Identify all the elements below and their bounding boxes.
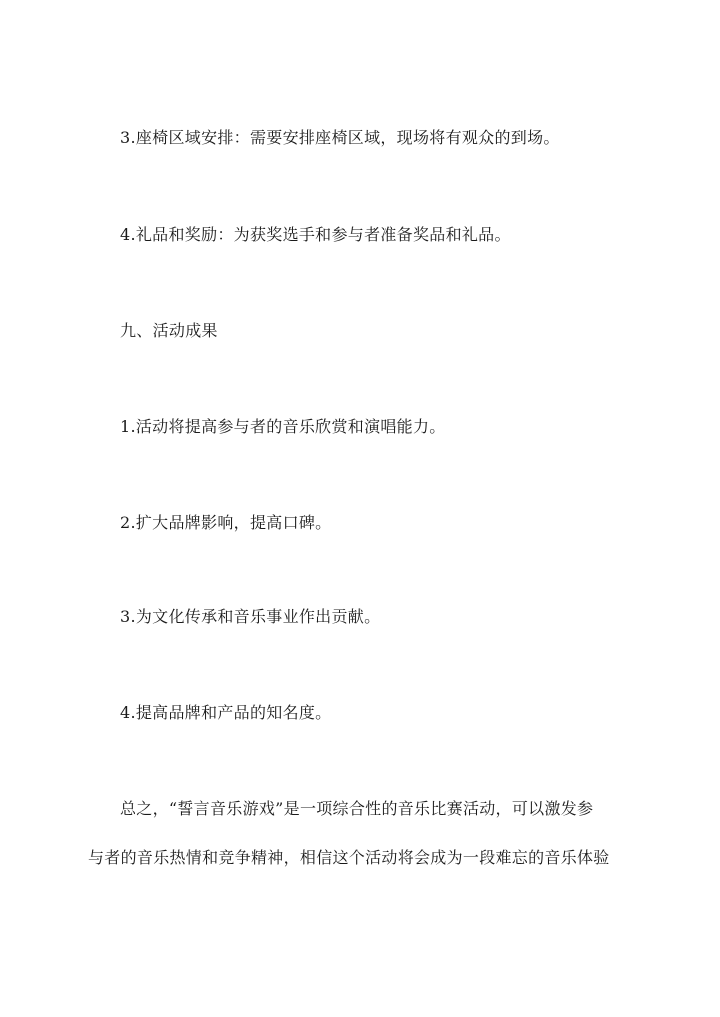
result-item-3: 3.为文化传承和音乐事业作出贡献。: [120, 607, 381, 626]
result-item-4: 4.提高品牌和产品的知名度。: [120, 703, 332, 722]
arrangement-item-4: 4.礼品和奖励：为获奖选手和参与者准备奖品和礼品。: [120, 225, 511, 244]
conclusion-line-2: 与者的音乐热情和竞争精神，相信这个活动将会成为一段难忘的音乐体验: [88, 848, 610, 867]
conclusion-line-1: 总之，“誓言音乐游戏”是一项综合性的音乐比赛活动，可以激发参: [120, 799, 594, 818]
result-item-2: 2.扩大品牌影响，提高口碑。: [120, 513, 332, 532]
arrangement-item-3: 3.座椅区域安排：需要安排座椅区域，现场将有观众的到场。: [120, 128, 560, 147]
result-item-1: 1.活动将提高参与者的音乐欣赏和演唱能力。: [120, 417, 446, 436]
section-heading: 九、活动成果: [120, 321, 218, 340]
